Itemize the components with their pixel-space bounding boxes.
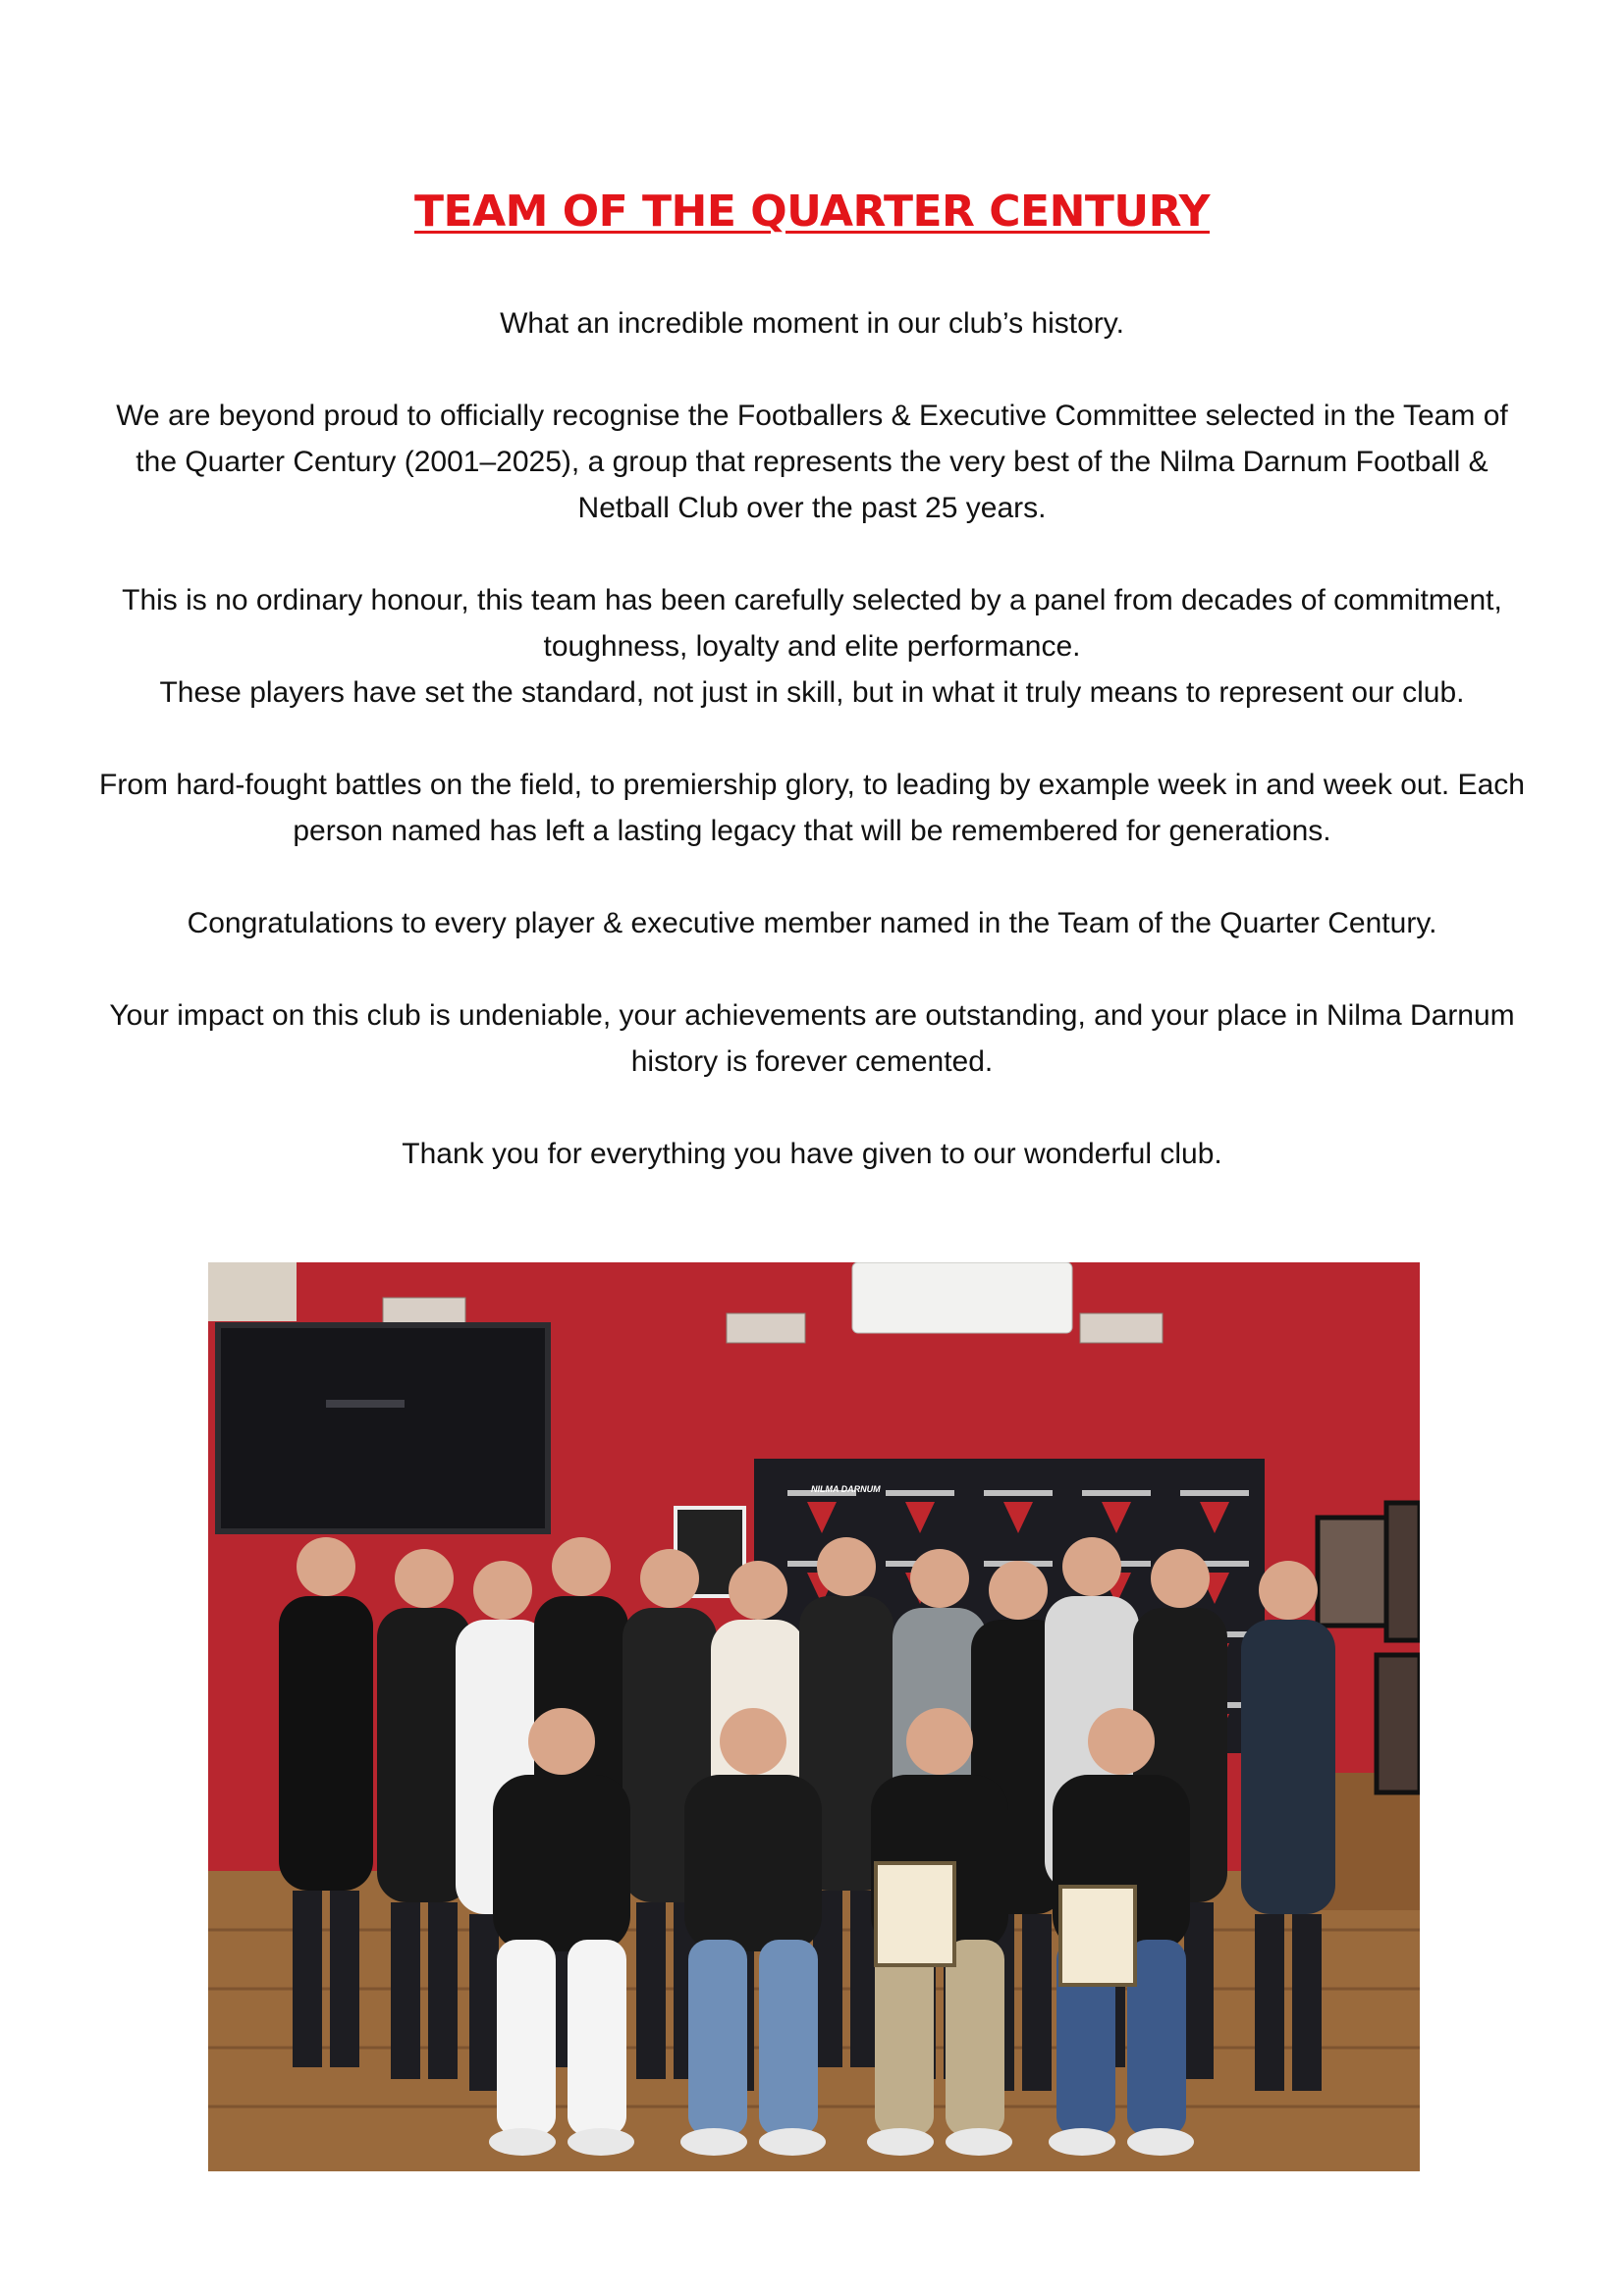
body-text — [98, 300, 1526, 1223]
paragraph-honour-line-2: These players have set the standard, not just in skill, but in what it truly means to represent our club. — [159, 676, 1465, 709]
banner-label: NILMA DARNUM — [811, 1484, 881, 1494]
paragraph-congratulations: Congratulations to every player & executive member named in the Team of the Quarter Century. — [187, 907, 1437, 939]
paragraph-intro: What an incredible moment in our club’s history. — [500, 307, 1124, 340]
paragraph-impact: Your impact on this club is undeniable, your achievements are outstanding, and your place in Nilma Darnum history is forever cemented. — [109, 999, 1515, 1078]
team-photo — [208, 1262, 1420, 2171]
paragraph-legacy: From hard-fought battles on the field, to premiership glory, to leading by example week in and week out. Each person named has left a lasting legacy that will be remembered for generations. — [99, 769, 1525, 847]
paragraph-honour — [98, 577, 1526, 716]
paragraph-recognition: We are beyond proud to officially recognise the Footballers & Executive Committee selected in the Team of the Quarter Century (2001–2025), a group that represents the very best of the Nilma Darnum Football & Netball Club over the past 25 years. — [116, 400, 1508, 524]
page-title: TEAM OF THE QUARTER CENTURY — [414, 187, 1210, 237]
paragraph-thanks: Thank you for everything you have given to our wonderful club. — [402, 1138, 1222, 1170]
paragraph-honour-line-1: This is no ordinary honour, this team has been carefully selected by a panel from decades of commitment, toughness, loyalty and elite performance. — [122, 584, 1502, 663]
